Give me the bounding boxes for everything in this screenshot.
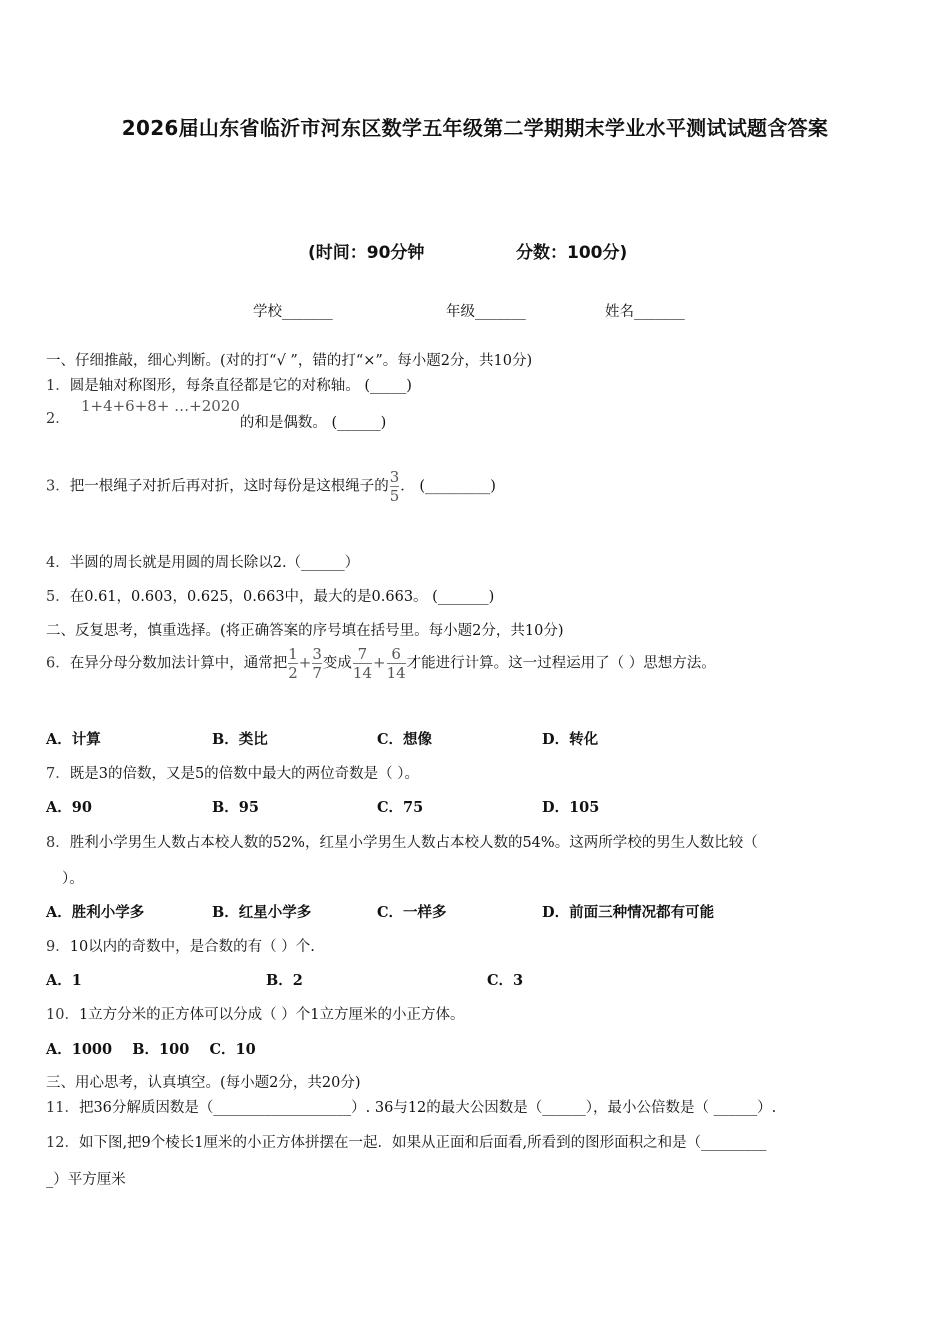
question-12-continued: _）平方厘米: [46, 1172, 126, 1188]
question-number: 3．: [46, 478, 70, 495]
option-a: A．90: [46, 799, 92, 816]
question-2: [46, 397, 387, 431]
question-9: [46, 937, 315, 957]
question-number: 10．: [46, 1007, 79, 1023]
question-text: 圆是轴对称图形，每条直径都是它的对称轴。 (_____): [69, 378, 412, 394]
question-number: 12．: [46, 1135, 79, 1151]
fraction: $\frac{1}{2}$: [288, 645, 298, 682]
question-text: 1立方分米的正方体可以分成（ ）个1立方厘米的小正方体。: [78, 1007, 465, 1023]
question-10: [46, 1005, 465, 1025]
question-3: [46, 468, 496, 505]
question-text: 胜利小学男生人数占本校人数的52%，红星小学男生人数占本校人数的54%。这两所学校的男生人数比较（: [69, 835, 758, 851]
question-number: 11．: [46, 1100, 79, 1116]
answer-blank: ． (_________): [400, 478, 496, 495]
question-8: [46, 833, 758, 853]
question-number: 9．: [46, 939, 70, 955]
question-11: [46, 1098, 776, 1118]
option-a: A．计算: [46, 731, 101, 748]
question-text: 变成: [322, 655, 352, 672]
question-5: [46, 587, 494, 607]
option-c: C．想像: [377, 731, 433, 748]
option-b: B．2: [266, 972, 303, 989]
section-2-heading: 二、反复思考，慎重选择。(将正确答案的序号填在括号里。每小题2分，共10分): [46, 623, 564, 639]
fraction: $\frac{6}{14}$: [386, 645, 406, 682]
document-title: 2026届山东省临沂市河东区数学五年级第二学期期末学业水平测试试题含答案: [121, 116, 829, 140]
question-7: [46, 764, 419, 784]
option-d: D．前面三种情况都有可能: [542, 904, 715, 921]
question-text: 10以内的奇数中，是合数的有（ ）个.: [69, 939, 315, 955]
question-12: [46, 1133, 766, 1153]
name-field: 姓名_______: [605, 304, 685, 320]
fraction: $\frac{3}{5}$: [389, 468, 400, 505]
question-number: 2．: [46, 411, 70, 427]
option-d: D．转化: [542, 731, 599, 748]
grade-field: 年级_______: [446, 304, 526, 320]
question-8-continued: ）。: [62, 871, 84, 887]
exam-score: 分数：100分): [516, 243, 628, 263]
question-text: 把一根绳子对折后再对折，这时每份是这根绳子的: [69, 478, 389, 495]
question-number: 8．: [46, 835, 70, 851]
school-field: 学校_______: [253, 304, 333, 320]
option-a: A．1: [46, 972, 82, 989]
question-text: 把36分解质因数是（___________________）. 36与12的最大公因数是（______），最小公倍数是（ ______）.: [78, 1100, 777, 1116]
question-text: 的和是偶数。 (______): [239, 415, 387, 431]
section-1-heading: 一、仔细推敲，细心判断。(对的打“√ ”，错的打“×”。每小题2分，共10分): [46, 353, 533, 369]
option-d: D．105: [542, 799, 600, 816]
exam-time: (时间：90分钟: [308, 243, 425, 263]
question-10-options: A．1000 B．100 C．10: [46, 1041, 256, 1058]
option-c: C．一样多: [377, 904, 447, 921]
question-4: [46, 553, 359, 573]
question-text: 半圆的周长就是用圆的周长除以2.（______）: [69, 555, 360, 571]
question-number: 5．: [46, 589, 70, 605]
question-number: 1．: [46, 378, 70, 394]
question-number: 6．: [46, 655, 70, 672]
question-6: [46, 645, 716, 682]
option-a: A．胜利小学多: [46, 904, 145, 921]
option-c: C．3: [487, 972, 524, 989]
question-number: 7．: [46, 766, 70, 782]
plus-sign: +: [373, 653, 386, 672]
question-1: [46, 376, 412, 396]
question-number: 4．: [46, 555, 70, 571]
option-b: B．红星小学多: [212, 904, 312, 921]
option-b: B．类比: [212, 731, 268, 748]
math-expression: 1+4+6+8+ …+2020: [80, 397, 240, 415]
section-3-heading: 三、用心思考，认真填空。(每小题2分，共20分): [46, 1075, 361, 1091]
question-text: 既是3的倍数，又是5的倍数中最大的两位奇数是（ ）。: [69, 766, 420, 782]
plus-sign: +: [298, 653, 312, 672]
option-b: B．95: [212, 799, 259, 816]
fraction: $\frac{3}{7}$: [312, 645, 322, 682]
question-text: 才能进行计算。这一过程运用了（ ）思想方法。: [406, 655, 716, 672]
option-c: C．75: [377, 799, 424, 816]
question-text: 如下图,把9个棱长1厘米的小正方体拼摆在一起．如果从正面和后面看,所看到的图形面积之和是（_________: [78, 1135, 767, 1151]
fraction: $\frac{7}{14}$: [352, 645, 372, 682]
question-text: 在0.61，0.603，0.625，0.663中，最大的是0.663。 (_______): [69, 589, 495, 605]
question-text: 在异分母分数加法计算中，通常把: [69, 655, 288, 672]
